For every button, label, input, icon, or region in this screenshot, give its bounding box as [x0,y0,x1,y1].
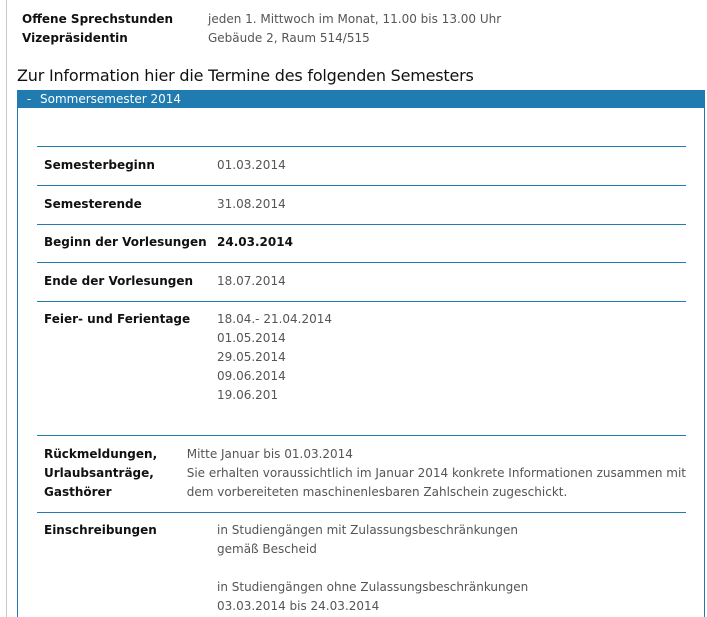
vorlesungsbeginn-value: 24.03.2014 [217,235,293,249]
holiday-date: 09.06.2014 [217,369,286,383]
table-row [37,435,686,512]
rueckmeldungen-label [37,445,187,512]
semester-dates-table [37,146,686,617]
table-row [37,262,686,301]
office-hours-label: Offene Sprechstunden [22,12,174,26]
rueckmeldungen-text: Sie erhalten voraussichtlich im Januar 2014 konkrete Informationen zusammen mit [186,466,686,480]
einschreibungen-text: gemäß Bescheid [217,542,317,556]
holiday-date: 18.04.- 21.04.2014 [217,312,333,326]
einschreibungen-text: in Studiengängen ohne Zulassungsbeschränkungen [217,580,529,594]
table-row [37,512,686,617]
table-row [37,185,686,224]
rueckmeldungen-label-line: Rückmeldungen, [44,447,158,461]
rueckmeldungen-text: dem vorbereiteten maschinenlesbaren Zahlschein zugeschickt. [186,485,568,499]
section-heading: Zur Information hier die Termine des folgenden Semesters [17,66,474,85]
semesterbeginn-label: Semesterbeginn [44,158,155,172]
collapse-minus-icon[interactable]: - [26,92,32,106]
semesterbeginn-value: 01.03.2014 [217,158,286,172]
table-row [37,146,686,185]
einschreibungen-text: in Studiengängen mit Zulassungsbeschränkungen [217,523,519,537]
einschreibungen-values [217,521,686,617]
vice-president-value: Gebäude 2, Raum 514/515 [208,31,370,45]
semesterende-label: Semesterende [44,197,142,211]
rueckmeldungen-text: Mitte Januar bis 01.03.2014 [186,447,353,461]
office-hours-value: jeden 1. Mittwoch im Monat, 11.00 bis 13.00 Uhr [208,12,502,26]
table-row [37,224,686,262]
contact-row-vice-president [22,29,501,48]
accordion-title[interactable]: Sommersemester 2014 [40,92,181,106]
rueckmeldungen-values [187,445,686,512]
spacer [217,559,686,578]
ferientage-values [217,310,686,435]
vorlesungsende-value: 18.07.2014 [217,274,286,288]
einschreibungen-label: Einschreibungen [44,523,157,537]
holiday-date: 01.05.2014 [217,331,286,345]
table-row [37,301,686,435]
holiday-date: 29.05.2014 [217,350,286,364]
vorlesungsbeginn-label: Beginn der Vorlesungen [44,235,207,249]
rueckmeldungen-label-line: Urlaubsanträge, Gasthörer [44,466,154,499]
semesterende-value: 31.08.2014 [217,197,286,211]
semester-accordion [17,90,705,617]
vorlesungsende-label: Ende der Vorlesungen [44,274,194,288]
accordion-header[interactable] [18,90,704,108]
vice-president-label: Vizepräsidentin [22,31,128,45]
contact-row-office-hours [22,10,501,29]
left-border-line [6,0,7,617]
einschreibungen-text: 03.03.2014 bis 24.03.2014 [217,599,380,613]
contact-info-table [22,10,501,48]
ferientage-label: Feier- und Ferientage [44,312,191,326]
holiday-date: 19.06.201 [217,388,279,402]
